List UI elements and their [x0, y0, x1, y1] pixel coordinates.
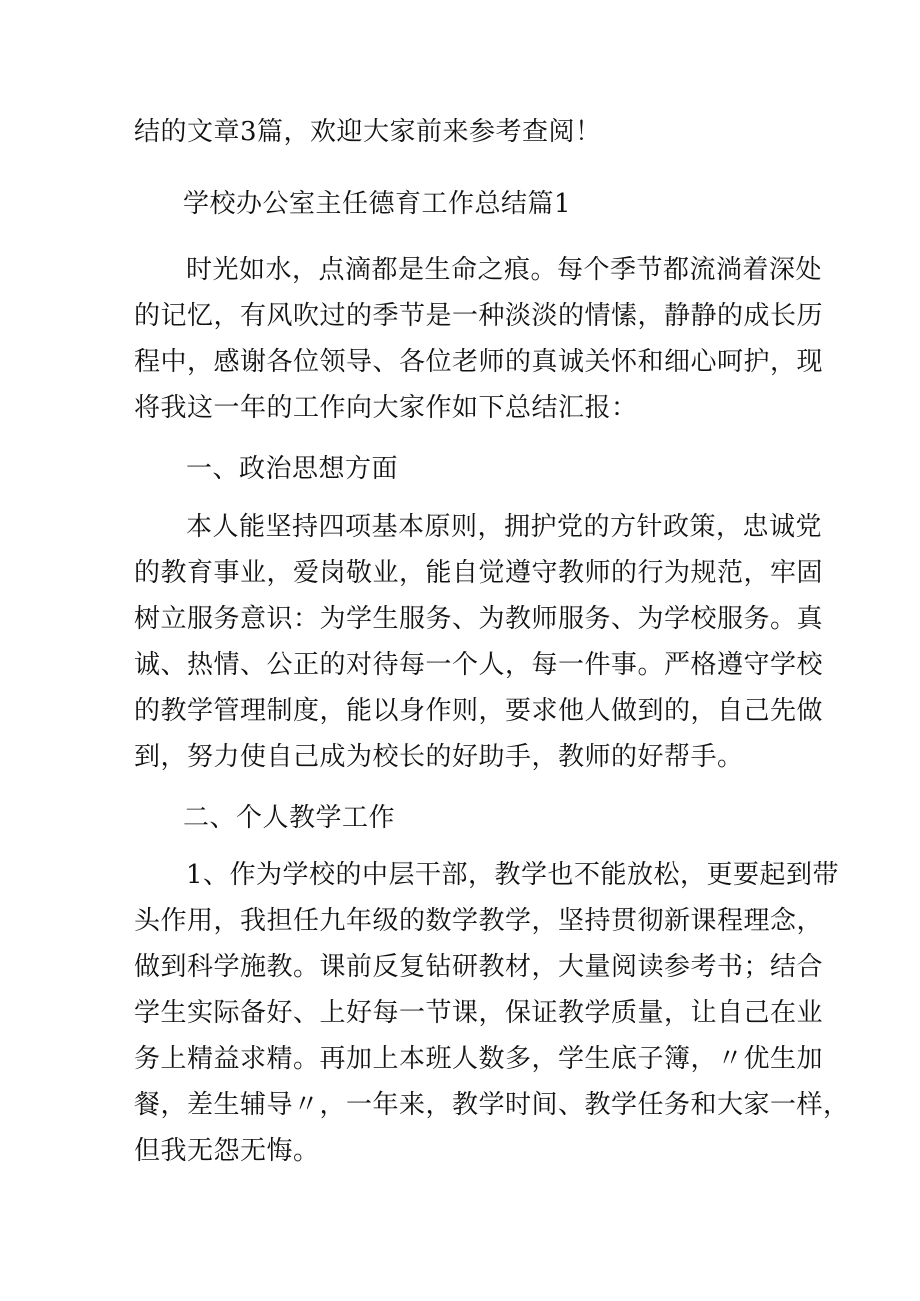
para2-line-3: 树立服务意识：为学生服务、为教师服务、为学校服务。真: [134, 604, 824, 634]
para1-line-4: 将我这一年的工作向大家作如下总结汇报：: [134, 393, 638, 423]
para3-line-2: 头作用，我担任九年级的数学教学，坚持贯彻新课程理念，: [134, 906, 824, 936]
intro-line: 结的文章3篇，欢迎大家前来参考查阅！: [134, 117, 602, 147]
para2-line-6: 到，努力使自己成为校长的好助手，教师的好帮手。: [134, 742, 744, 772]
para3-line-3: 做到科学施教。课前反复钻研教材，大量阅读参考书；结合: [134, 952, 824, 982]
para1-line-2: 的记忆，有风吹过的季节是一种淡淡的情愫，静静的成长历: [134, 301, 824, 331]
para3-line-5: 务上精益求精。再加上本班人数多，学生底子簿，〃优生加: [134, 1044, 824, 1074]
para3-line-1: 1、作为学校的中层干部，教学也不能放松，更要起到带: [186, 860, 840, 890]
para1-line-1: 时光如水，点滴都是生命之痕。每个季节都流淌着深处: [186, 255, 823, 285]
para2-line-5: 的教学管理制度，能以身作则，要求他人做到的，自己先做: [134, 696, 824, 726]
para2-line-4: 诚、热情、公正的对待每一个人，每一件事。严格遵守学校: [134, 650, 824, 680]
para3-line-7: 但我无怨无悔。: [134, 1136, 320, 1166]
section-title: 学校办公室主任德育工作总结篇1: [183, 189, 572, 219]
para2-line-1: 本人能坚持四项基本原则，拥护党的方针政策，忠诚党: [186, 512, 823, 542]
heading-teaching: 二、个人教学工作: [183, 803, 396, 833]
para1-line-3: 程中，感谢各位领导、各位老师的真诚关怀和细心呵护，现: [134, 347, 824, 377]
para2-line-2: 的教育事业，爱岗敬业，能自觉遵守教师的行为规范，牢固: [134, 558, 824, 588]
para3-line-6: 餐，差生辅导〃，一年来，教学时间、教学任务和大家一样，: [134, 1090, 850, 1120]
heading-politics: 一、政治思想方面: [186, 454, 399, 484]
para3-line-4: 学生实际备好、上好每一节课，保证教学质量，让自己在业: [134, 998, 824, 1028]
